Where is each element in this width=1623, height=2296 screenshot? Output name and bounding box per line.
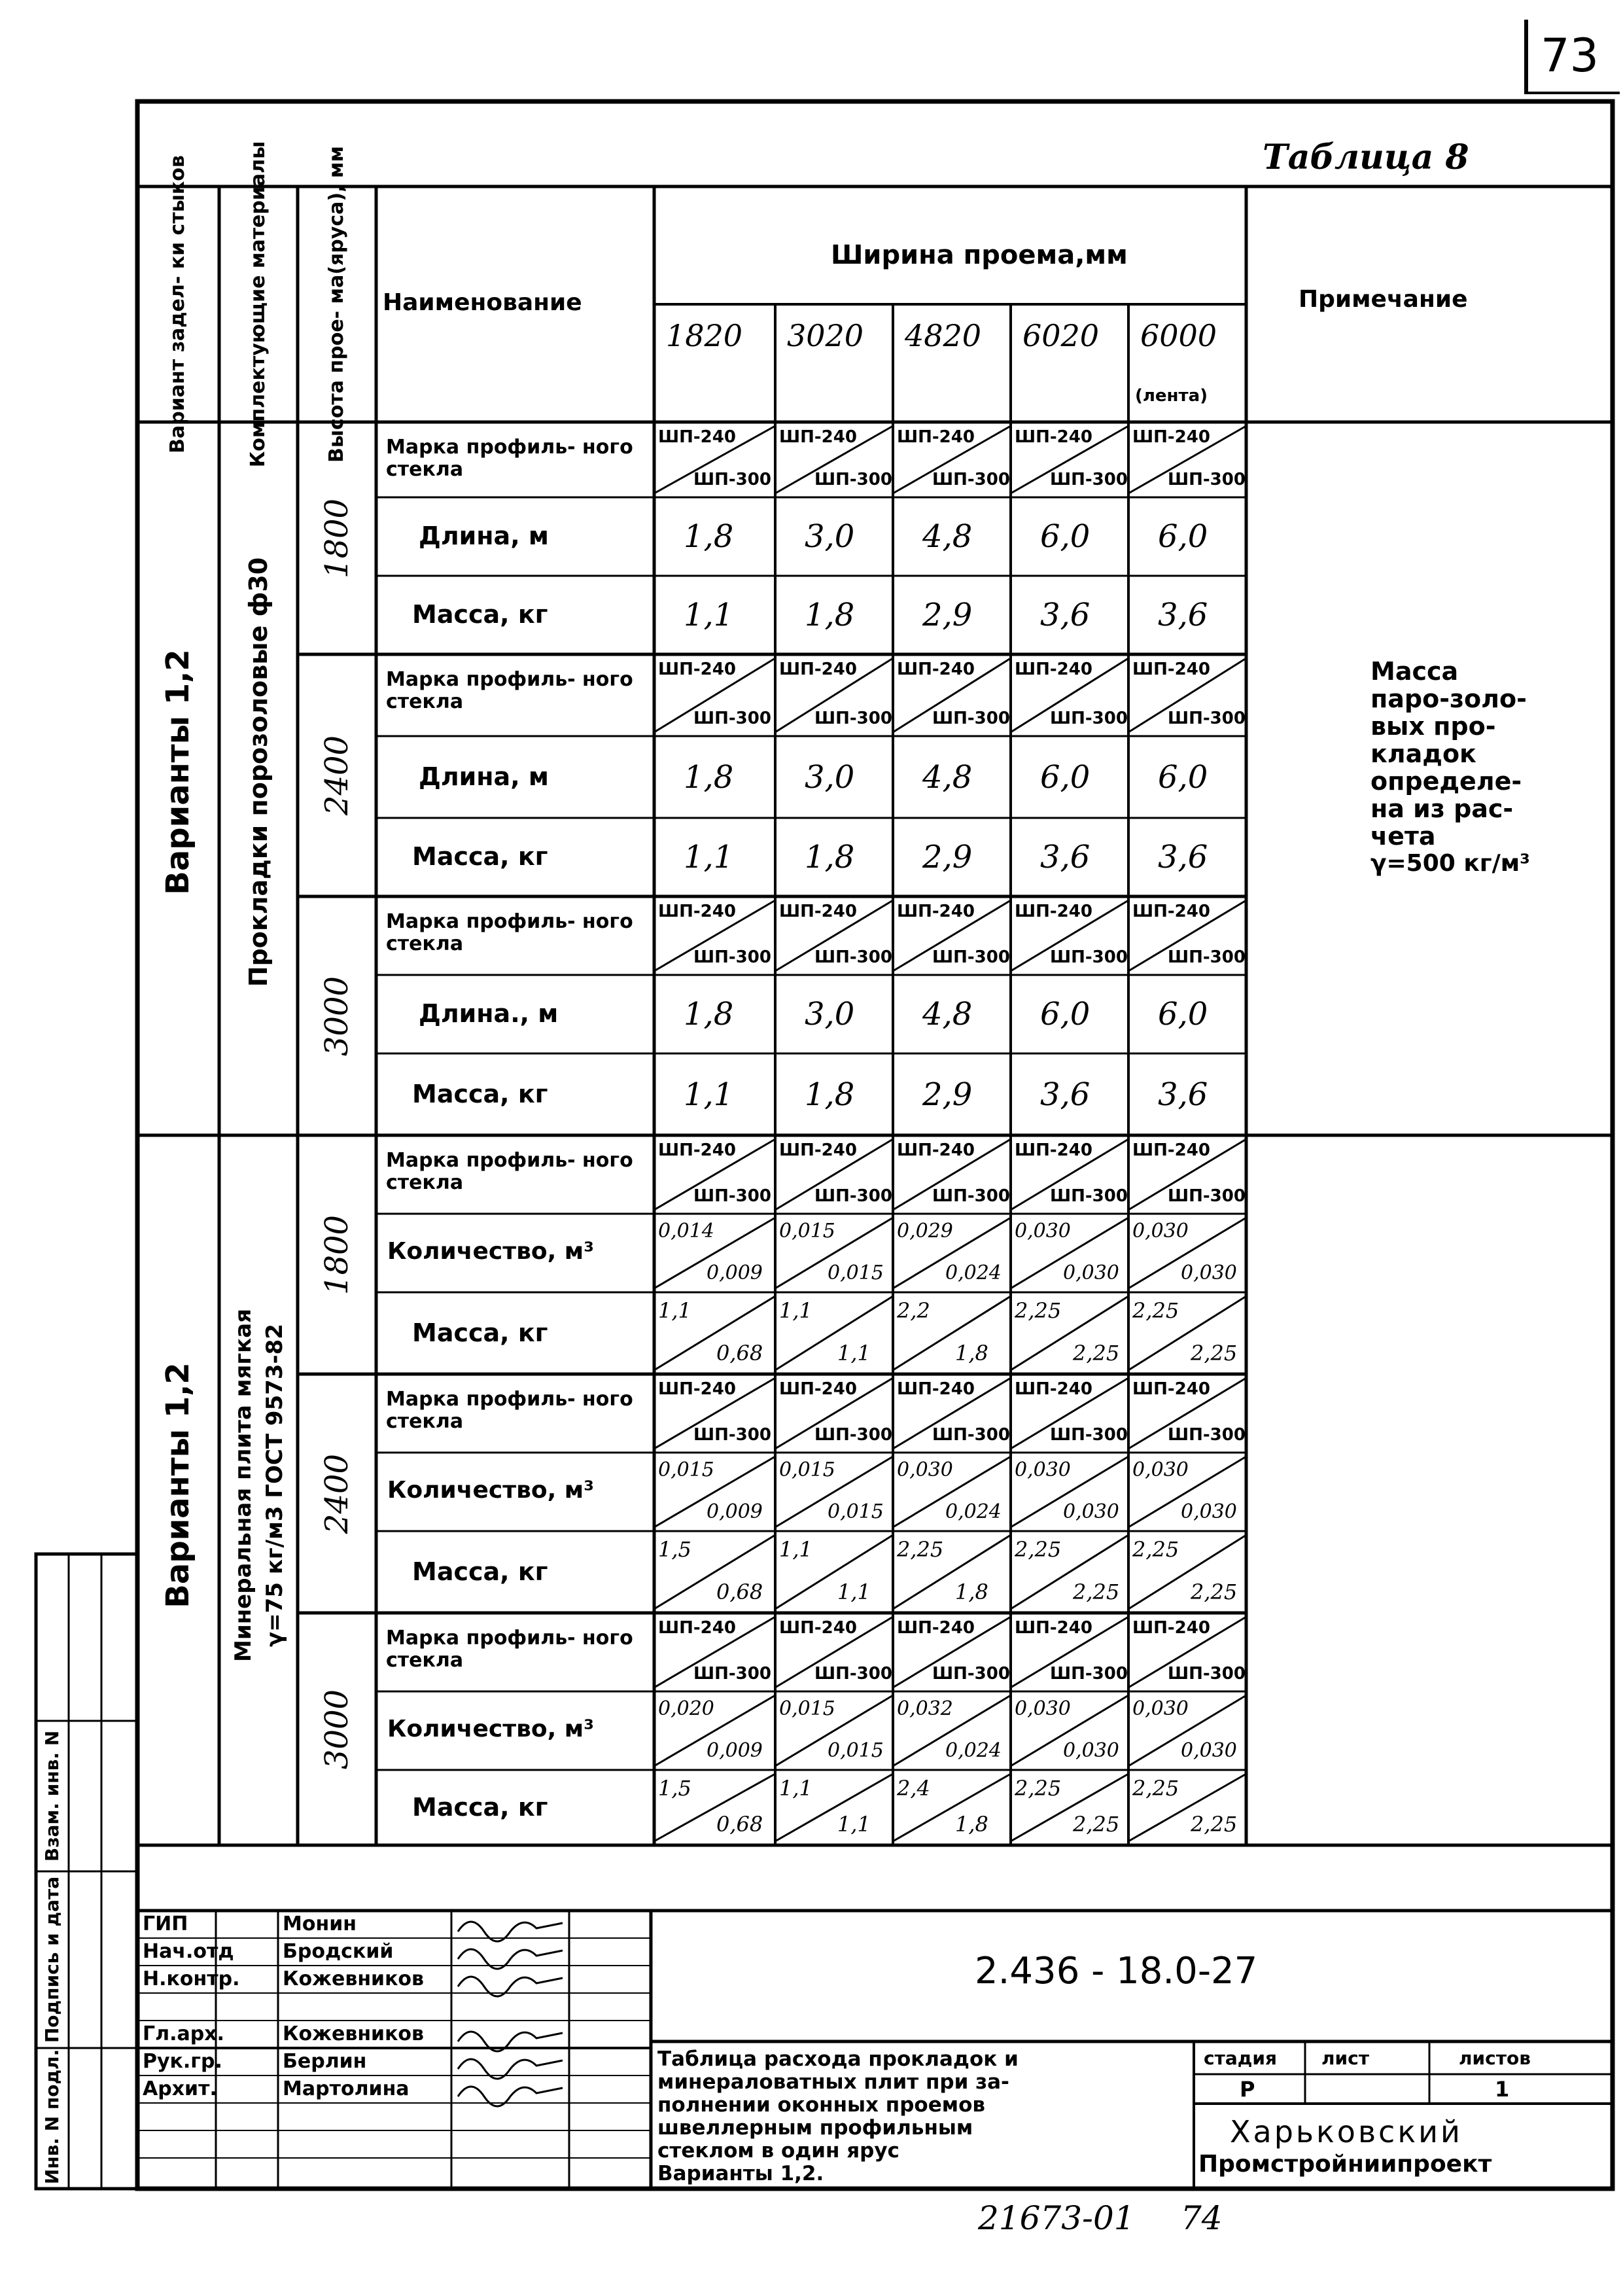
note-line: паро-золо- bbox=[1370, 684, 1527, 713]
mass-bottom: 1,8 bbox=[955, 1341, 988, 1366]
mark-top: ШП-240 bbox=[1015, 902, 1092, 921]
description-line: минераловатных плит при за- bbox=[657, 2070, 1009, 2094]
mark-bottom: ШП-300 bbox=[1050, 947, 1128, 967]
block1-note bbox=[1370, 658, 1530, 877]
quantity-bottom: 0,030 bbox=[1063, 1500, 1119, 1523]
row-label-mark: Марка профиль- ного стекла bbox=[386, 910, 633, 955]
mark-top: ШП-240 bbox=[658, 427, 736, 447]
quantity-top: 0,030 bbox=[1132, 1220, 1189, 1243]
mark-bottom: ШП-300 bbox=[932, 1664, 1010, 1684]
length-value: 6,0 bbox=[1040, 518, 1091, 555]
sheets-header: листов bbox=[1459, 2047, 1531, 2069]
mass-bottom: 2,25 bbox=[1073, 1580, 1120, 1604]
quantity-top: 0,030 bbox=[1132, 1458, 1189, 1481]
mark-top: ШП-240 bbox=[897, 660, 975, 679]
quantity-bottom: 0,015 bbox=[828, 1500, 884, 1523]
header-height: Высота прое- ма(яруса), мм bbox=[325, 146, 348, 463]
mass-top: 2,2 bbox=[897, 1298, 930, 1323]
mark-bottom: ШП-300 bbox=[932, 947, 1010, 967]
stamp-role: Н.контр. bbox=[143, 1968, 240, 1990]
mass-value: 3,6 bbox=[1158, 1076, 1208, 1113]
mass-value: 2,9 bbox=[922, 1076, 973, 1113]
quantity-top: 0,030 bbox=[897, 1458, 953, 1481]
row-label-quantity: Количество, м³ bbox=[387, 1238, 595, 1265]
mass-bottom: 1,8 bbox=[955, 1812, 988, 1837]
description-line: Таблица расхода прокладок и bbox=[657, 2047, 1019, 2071]
length-value: 3,0 bbox=[805, 518, 855, 555]
row-label-mass: Масса, кг bbox=[412, 1557, 548, 1586]
block2-material-line1: Минеральная плита мягкая bbox=[230, 1309, 256, 1662]
mark-bottom: ШП-300 bbox=[693, 470, 771, 489]
mark-bottom: ШП-300 bbox=[1168, 709, 1246, 728]
quantity-bottom: 0,009 bbox=[707, 1500, 763, 1523]
quantity-bottom: 0,009 bbox=[707, 1739, 763, 1762]
mark-top: ШП-240 bbox=[897, 902, 975, 921]
mark-top: ШП-240 bbox=[1132, 1618, 1210, 1638]
side-stamp-replaced: Взам. инв. N bbox=[41, 1730, 63, 1862]
width-note: (лента) bbox=[1135, 386, 1208, 406]
mark-bottom: ШП-300 bbox=[1050, 1664, 1128, 1684]
quantity-bottom: 0,030 bbox=[1063, 1739, 1119, 1762]
stage-header: стадия bbox=[1204, 2047, 1277, 2069]
mark-top: ШП-240 bbox=[1132, 660, 1210, 679]
quantity-top: 0,030 bbox=[1015, 1697, 1071, 1720]
quantity-top: 0,020 bbox=[658, 1697, 714, 1720]
mass-bottom: 1,1 bbox=[837, 1812, 871, 1837]
length-value: 4,8 bbox=[922, 518, 973, 555]
mark-bottom: ШП-300 bbox=[814, 1425, 892, 1445]
stamp-role: ГИП bbox=[143, 1913, 188, 1935]
mass-top: 1,5 bbox=[658, 1776, 691, 1801]
mass-top: 1,1 bbox=[779, 1298, 812, 1323]
description-line: Варианты 1,2. bbox=[657, 2162, 824, 2185]
stamp-name: Мартолина bbox=[283, 2077, 410, 2100]
mark-top: ШП-240 bbox=[658, 1140, 736, 1160]
mark-top: ШП-240 bbox=[1015, 660, 1092, 679]
quantity-bottom: 0,024 bbox=[945, 1262, 1002, 1284]
row-label-mass: Масса, кг bbox=[412, 1079, 548, 1108]
quantity-bottom: 0,030 bbox=[1181, 1739, 1237, 1762]
note-line: γ=500 кг/м³ bbox=[1370, 850, 1530, 877]
mass-bottom: 1,1 bbox=[837, 1580, 871, 1604]
mass-top: 1,1 bbox=[658, 1298, 691, 1323]
quantity-bottom: 0,024 bbox=[945, 1500, 1002, 1523]
mark-bottom: ШП-300 bbox=[1050, 1425, 1128, 1445]
mass-value: 2,9 bbox=[922, 839, 973, 875]
mass-value: 1,8 bbox=[805, 1076, 855, 1113]
mass-top: 2,25 bbox=[1015, 1298, 1062, 1323]
stamp-name: Берлин bbox=[283, 2050, 367, 2073]
header-name: Наименование bbox=[383, 289, 582, 316]
mark-top: ШП-240 bbox=[779, 902, 857, 921]
mark-bottom: ШП-300 bbox=[814, 1186, 892, 1206]
note-line: на из рас- bbox=[1370, 794, 1514, 823]
mark-bottom: ШП-300 bbox=[932, 1186, 1010, 1206]
note-line: чета bbox=[1370, 822, 1436, 851]
note-line: Масса bbox=[1370, 657, 1459, 686]
mass-top: 2,25 bbox=[1015, 1537, 1062, 1562]
quantity-top: 0,015 bbox=[779, 1458, 835, 1481]
mass-top: 2,25 bbox=[1132, 1537, 1179, 1562]
block2-height: 1800 bbox=[319, 1214, 355, 1295]
block2-height: 3000 bbox=[319, 1689, 355, 1769]
mass-bottom: 2,25 bbox=[1073, 1812, 1120, 1837]
mass-top: 2,4 bbox=[897, 1776, 930, 1801]
row-label-quantity: Количество, м³ bbox=[387, 1477, 595, 1504]
mark-bottom: ШП-300 bbox=[1168, 1425, 1246, 1445]
length-value: 1,8 bbox=[684, 996, 734, 1033]
block1-height: 2400 bbox=[319, 735, 355, 816]
length-value: 6,0 bbox=[1040, 758, 1091, 796]
mark-top: ШП-240 bbox=[779, 1379, 857, 1399]
mass-top: 2,25 bbox=[897, 1537, 944, 1562]
row-label-length: Длина, м bbox=[419, 762, 549, 791]
note-line: вых про- bbox=[1370, 712, 1496, 741]
stamp-role: Гл.арх. bbox=[143, 2022, 224, 2045]
mass-value: 1,1 bbox=[684, 1076, 734, 1113]
length-value: 1,8 bbox=[684, 518, 734, 555]
stamp-role: Архит. bbox=[143, 2077, 217, 2100]
header-materials: Комплектующие материалы bbox=[247, 141, 270, 468]
quantity-bottom: 0,009 bbox=[707, 1262, 763, 1284]
mark-top: ШП-240 bbox=[1015, 1379, 1092, 1399]
stamp-role: Нач.отд bbox=[143, 1940, 234, 1963]
description-line: швеллерным профильным bbox=[657, 2116, 973, 2140]
mark-bottom: ШП-300 bbox=[693, 947, 771, 967]
mass-bottom: 0,68 bbox=[716, 1812, 763, 1837]
width-header: 6000 bbox=[1140, 318, 1217, 353]
mark-top: ШП-240 bbox=[1015, 427, 1092, 447]
quantity-top: 0,014 bbox=[658, 1220, 714, 1243]
mark-top: ШП-240 bbox=[897, 427, 975, 447]
doc-code: 2.436 - 18.0-27 bbox=[975, 1950, 1258, 1992]
mark-top: ШП-240 bbox=[1132, 1379, 1210, 1399]
row-label-length: Длина., м bbox=[419, 999, 559, 1028]
block1-height: 1800 bbox=[319, 498, 355, 578]
header-note: Примечание bbox=[1299, 286, 1468, 313]
description-line: стеклом в один ярус bbox=[657, 2139, 899, 2163]
block2-material-line2: γ=75 кг/м3 ГОСТ 9573-82 bbox=[262, 1324, 288, 1647]
width-header: 4820 bbox=[905, 318, 982, 353]
row-label-mark: Марка профиль- ного стекла bbox=[386, 1627, 633, 1672]
length-value: 3,0 bbox=[805, 758, 855, 796]
mass-bottom: 1,1 bbox=[837, 1341, 871, 1366]
mark-top: ШП-240 bbox=[779, 1140, 857, 1160]
mark-top: ШП-240 bbox=[779, 1618, 857, 1638]
row-label-mass: Масса, кг bbox=[412, 842, 548, 871]
footer-order: 21673-01 bbox=[978, 2199, 1135, 2237]
side-stamp-inv: Инв. N подл. bbox=[41, 2049, 63, 2185]
mark-bottom: ШП-300 bbox=[1168, 947, 1246, 967]
length-value: 3,0 bbox=[805, 996, 855, 1033]
quantity-bottom: 0,030 bbox=[1181, 1500, 1237, 1523]
mark-bottom: ШП-300 bbox=[1168, 1664, 1246, 1684]
mark-bottom: ШП-300 bbox=[1050, 709, 1128, 728]
mass-top: 2,25 bbox=[1132, 1776, 1179, 1801]
quantity-bottom: 0,015 bbox=[828, 1262, 884, 1284]
mass-value: 2,9 bbox=[922, 597, 973, 633]
sheets-value: 1 bbox=[1495, 2077, 1510, 2102]
note-line: кладок bbox=[1370, 739, 1476, 768]
mark-bottom: ШП-300 bbox=[932, 1425, 1010, 1445]
mark-top: ШП-240 bbox=[1015, 1140, 1092, 1160]
quantity-top: 0,030 bbox=[1132, 1697, 1189, 1720]
mass-bottom: 0,68 bbox=[716, 1341, 763, 1366]
mass-value: 3,6 bbox=[1158, 597, 1208, 633]
length-value: 6,0 bbox=[1040, 996, 1091, 1033]
mark-bottom: ШП-300 bbox=[814, 470, 892, 489]
width-header: 3020 bbox=[787, 318, 864, 353]
length-value: 1,8 bbox=[684, 758, 734, 796]
page-number: 73 bbox=[1541, 29, 1599, 82]
stamp-name: Монин bbox=[283, 1913, 357, 1935]
mark-bottom: ШП-300 bbox=[814, 947, 892, 967]
mass-value: 1,1 bbox=[684, 839, 734, 875]
block2-variant: Варианты 1,2 bbox=[160, 1362, 196, 1608]
mark-top: ШП-240 bbox=[1132, 902, 1210, 921]
mass-top: 2,25 bbox=[1015, 1776, 1062, 1801]
mass-value: 3,6 bbox=[1158, 839, 1208, 875]
mark-top: ШП-240 bbox=[1132, 427, 1210, 447]
mass-value: 1,1 bbox=[684, 597, 734, 633]
mark-top: ШП-240 bbox=[779, 427, 857, 447]
block1-height: 3000 bbox=[319, 976, 355, 1056]
mark-bottom: ШП-300 bbox=[932, 470, 1010, 489]
mark-top: ШП-240 bbox=[658, 1379, 736, 1399]
stage-value: Р bbox=[1240, 2077, 1255, 2102]
row-label-quantity: Количество, м³ bbox=[387, 1716, 595, 1742]
footer-page: 74 bbox=[1181, 2199, 1223, 2237]
mark-bottom: ШП-300 bbox=[932, 709, 1010, 728]
description-line: полнении оконных проемов bbox=[657, 2093, 985, 2117]
mass-value: 1,8 bbox=[805, 597, 855, 633]
header-width-group: Ширина проема,мм bbox=[831, 240, 1128, 270]
mark-bottom: ШП-300 bbox=[814, 1664, 892, 1684]
quantity-top: 0,029 bbox=[897, 1220, 953, 1243]
mark-top: ШП-240 bbox=[897, 1379, 975, 1399]
row-label-mark: Марка профиль- ного стекла bbox=[386, 668, 633, 713]
mass-bottom: 2,25 bbox=[1191, 1341, 1238, 1366]
doc-description bbox=[657, 2048, 1019, 2185]
length-value: 6,0 bbox=[1158, 518, 1208, 555]
mark-bottom: ШП-300 bbox=[814, 709, 892, 728]
org-name-line1: Харьковский bbox=[1230, 2114, 1463, 2149]
length-value: 6,0 bbox=[1158, 996, 1208, 1033]
quantity-bottom: 0,030 bbox=[1063, 1262, 1119, 1284]
quantity-top: 0,030 bbox=[1015, 1220, 1071, 1243]
mass-top: 1,1 bbox=[779, 1537, 812, 1562]
mass-value: 3,6 bbox=[1040, 1076, 1091, 1113]
mark-top: ШП-240 bbox=[658, 1618, 736, 1638]
mark-top: ШП-240 bbox=[658, 660, 736, 679]
mark-top: ШП-240 bbox=[1132, 1140, 1210, 1160]
mark-bottom: ШП-300 bbox=[1168, 1186, 1246, 1206]
row-label-mark: Марка профиль- ного стекла bbox=[386, 1149, 633, 1194]
mass-top: 2,25 bbox=[1132, 1298, 1179, 1323]
mass-bottom: 2,25 bbox=[1191, 1812, 1238, 1837]
table-title: Таблица 8 bbox=[1263, 137, 1469, 177]
org-name-line2: Промстройниипроект bbox=[1198, 2151, 1492, 2178]
row-label-length: Длина, м bbox=[419, 521, 549, 550]
stamp-name: Кожевников bbox=[283, 2022, 425, 2045]
mass-value: 3,6 bbox=[1040, 597, 1091, 633]
mass-value: 1,8 bbox=[805, 839, 855, 875]
mark-bottom: ШП-300 bbox=[1168, 470, 1246, 489]
mark-top: ШП-240 bbox=[897, 1618, 975, 1638]
stamp-name: Кожевников bbox=[283, 1968, 425, 1990]
mass-bottom: 1,8 bbox=[955, 1580, 988, 1604]
mark-top: ШП-240 bbox=[779, 660, 857, 679]
mark-bottom: ШП-300 bbox=[693, 1186, 771, 1206]
width-header: 1820 bbox=[666, 318, 743, 353]
row-label-mass: Масса, кг bbox=[412, 1318, 548, 1347]
quantity-bottom: 0,030 bbox=[1181, 1262, 1237, 1284]
length-value: 4,8 bbox=[922, 758, 973, 796]
mark-top: ШП-240 bbox=[658, 902, 736, 921]
quantity-top: 0,032 bbox=[897, 1697, 953, 1720]
mark-bottom: ШП-300 bbox=[693, 1664, 771, 1684]
mass-bottom: 2,25 bbox=[1073, 1341, 1120, 1366]
mass-bottom: 2,25 bbox=[1191, 1580, 1238, 1604]
length-value: 4,8 bbox=[922, 996, 973, 1033]
block1-variant: Варианты 1,2 bbox=[160, 649, 196, 895]
stamp-name: Бродский bbox=[283, 1940, 394, 1963]
width-header: 6020 bbox=[1022, 318, 1100, 353]
block1-material: Прокладки порозоловые ф30 bbox=[244, 557, 273, 987]
quantity-top: 0,015 bbox=[658, 1458, 714, 1481]
mark-bottom: ШП-300 bbox=[693, 709, 771, 728]
quantity-top: 0,030 bbox=[1015, 1458, 1071, 1481]
length-value: 6,0 bbox=[1158, 758, 1208, 796]
quantity-bottom: 0,015 bbox=[828, 1739, 884, 1762]
mark-top: ШП-240 bbox=[897, 1140, 975, 1160]
quantity-top: 0,015 bbox=[779, 1220, 835, 1243]
note-line: определе- bbox=[1370, 767, 1522, 796]
row-label-mark: Марка профиль- ного стекла bbox=[386, 1388, 633, 1433]
block2-height: 2400 bbox=[319, 1453, 355, 1534]
quantity-top: 0,015 bbox=[779, 1697, 835, 1720]
mark-bottom: ШП-300 bbox=[1050, 470, 1128, 489]
mark-bottom: ШП-300 bbox=[693, 1425, 771, 1445]
row-label-mark: Марка профиль- ного стекла bbox=[386, 436, 633, 481]
mark-bottom: ШП-300 bbox=[1050, 1186, 1128, 1206]
mass-top: 1,5 bbox=[658, 1537, 691, 1562]
stamp-role: Рук.гр. bbox=[143, 2050, 222, 2073]
quantity-bottom: 0,024 bbox=[945, 1739, 1002, 1762]
header-variant: Вариант задел- ки стыков bbox=[166, 155, 189, 453]
row-label-mass: Масса, кг bbox=[412, 600, 548, 629]
mass-top: 1,1 bbox=[779, 1776, 812, 1801]
mass-bottom: 0,68 bbox=[716, 1580, 763, 1604]
sheet-header: лист bbox=[1321, 2047, 1369, 2069]
mass-value: 3,6 bbox=[1040, 839, 1091, 875]
mark-top: ШП-240 bbox=[1015, 1618, 1092, 1638]
side-stamp-signature-date: Подпись и дата bbox=[41, 1876, 63, 2043]
row-label-mass: Масса, кг bbox=[412, 1792, 548, 1822]
